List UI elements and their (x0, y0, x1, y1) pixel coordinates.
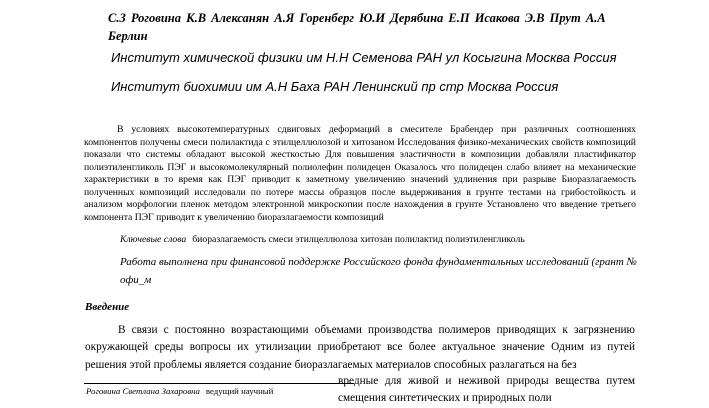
affiliation-2: Институт биохимии им А.Н Баха РАН Ленинский пр стр Москва Россия (111, 79, 559, 94)
authors-line: С.З Роговина К.В Алексанян А.Я Горенберг Ю.И Дерябина Е.П Исакова Э.В Прут А.А Берлин (108, 11, 606, 43)
keywords-text: биоразлагаемость смеси этилцеллюлоза хитозан полилактид полиэтиленгликоль (192, 234, 525, 245)
intro-text: В связи с постоянно возрастающими объемами производства полимеров приводящих к загрязнению окружающей среды вопросы их утилизации приобретают все более актуальное значение Одним из путей решения этой проблемы является создание биоразлагаемых материалов способных разлагаться на без (85, 324, 635, 371)
affiliation-1: Институт химической физики им Н.Н Семенова РАН ул Косыгина Москва Россия (111, 50, 617, 65)
keywords (120, 234, 525, 245)
intro-paragraph-continued: вредные для живой и неживой природы вещества путем смещения синтетических и природных поли (338, 375, 635, 405)
footnote-author-name: Роговина Светлана Захаровна (86, 386, 200, 396)
keywords-label: Ключевые слова (120, 234, 187, 245)
footnote-divider (84, 383, 354, 384)
footnote-text: ведущий научный (205, 386, 274, 396)
abstract-text: В условиях высокотемпературных сдвиговых деформаций в смесителе Брабендер при различных соотношениях компонентов получены смеси полилактида с этилцеллюлозой и хитозаном Исследования физико-механических свойств композиций показали что системы обладают высокой жесткостью Для повышения эластичности в композиции добавляли пластификатор полиэтиленгликоль ПЭГ и высокомолекулярный полиолефин полидецен Оказалось что полидецен слабо влияет на механические характеристики в то время как ПЭГ приводит к заметному увеличению значений удлинения при разрыве Биоразлагаемость полученных композиций исследовали по потере массы образцов после выдерживания в грунте тестами на грибостойкость и анализом морфологии пленок методом электронной микроскопии после нахождения в грунте Установлено что введение третьего компонента ПЭГ приводит к увеличению биоразлагаемости композиций (84, 124, 636, 223)
abstract (84, 124, 636, 224)
section-heading: Введение (85, 301, 130, 313)
funding-note: Работа выполнена при финансовой поддержке Российского фонда фундаментальных исследований (грант № офи_м (120, 256, 637, 286)
footnote (86, 386, 273, 396)
intro-paragraph (85, 322, 635, 374)
